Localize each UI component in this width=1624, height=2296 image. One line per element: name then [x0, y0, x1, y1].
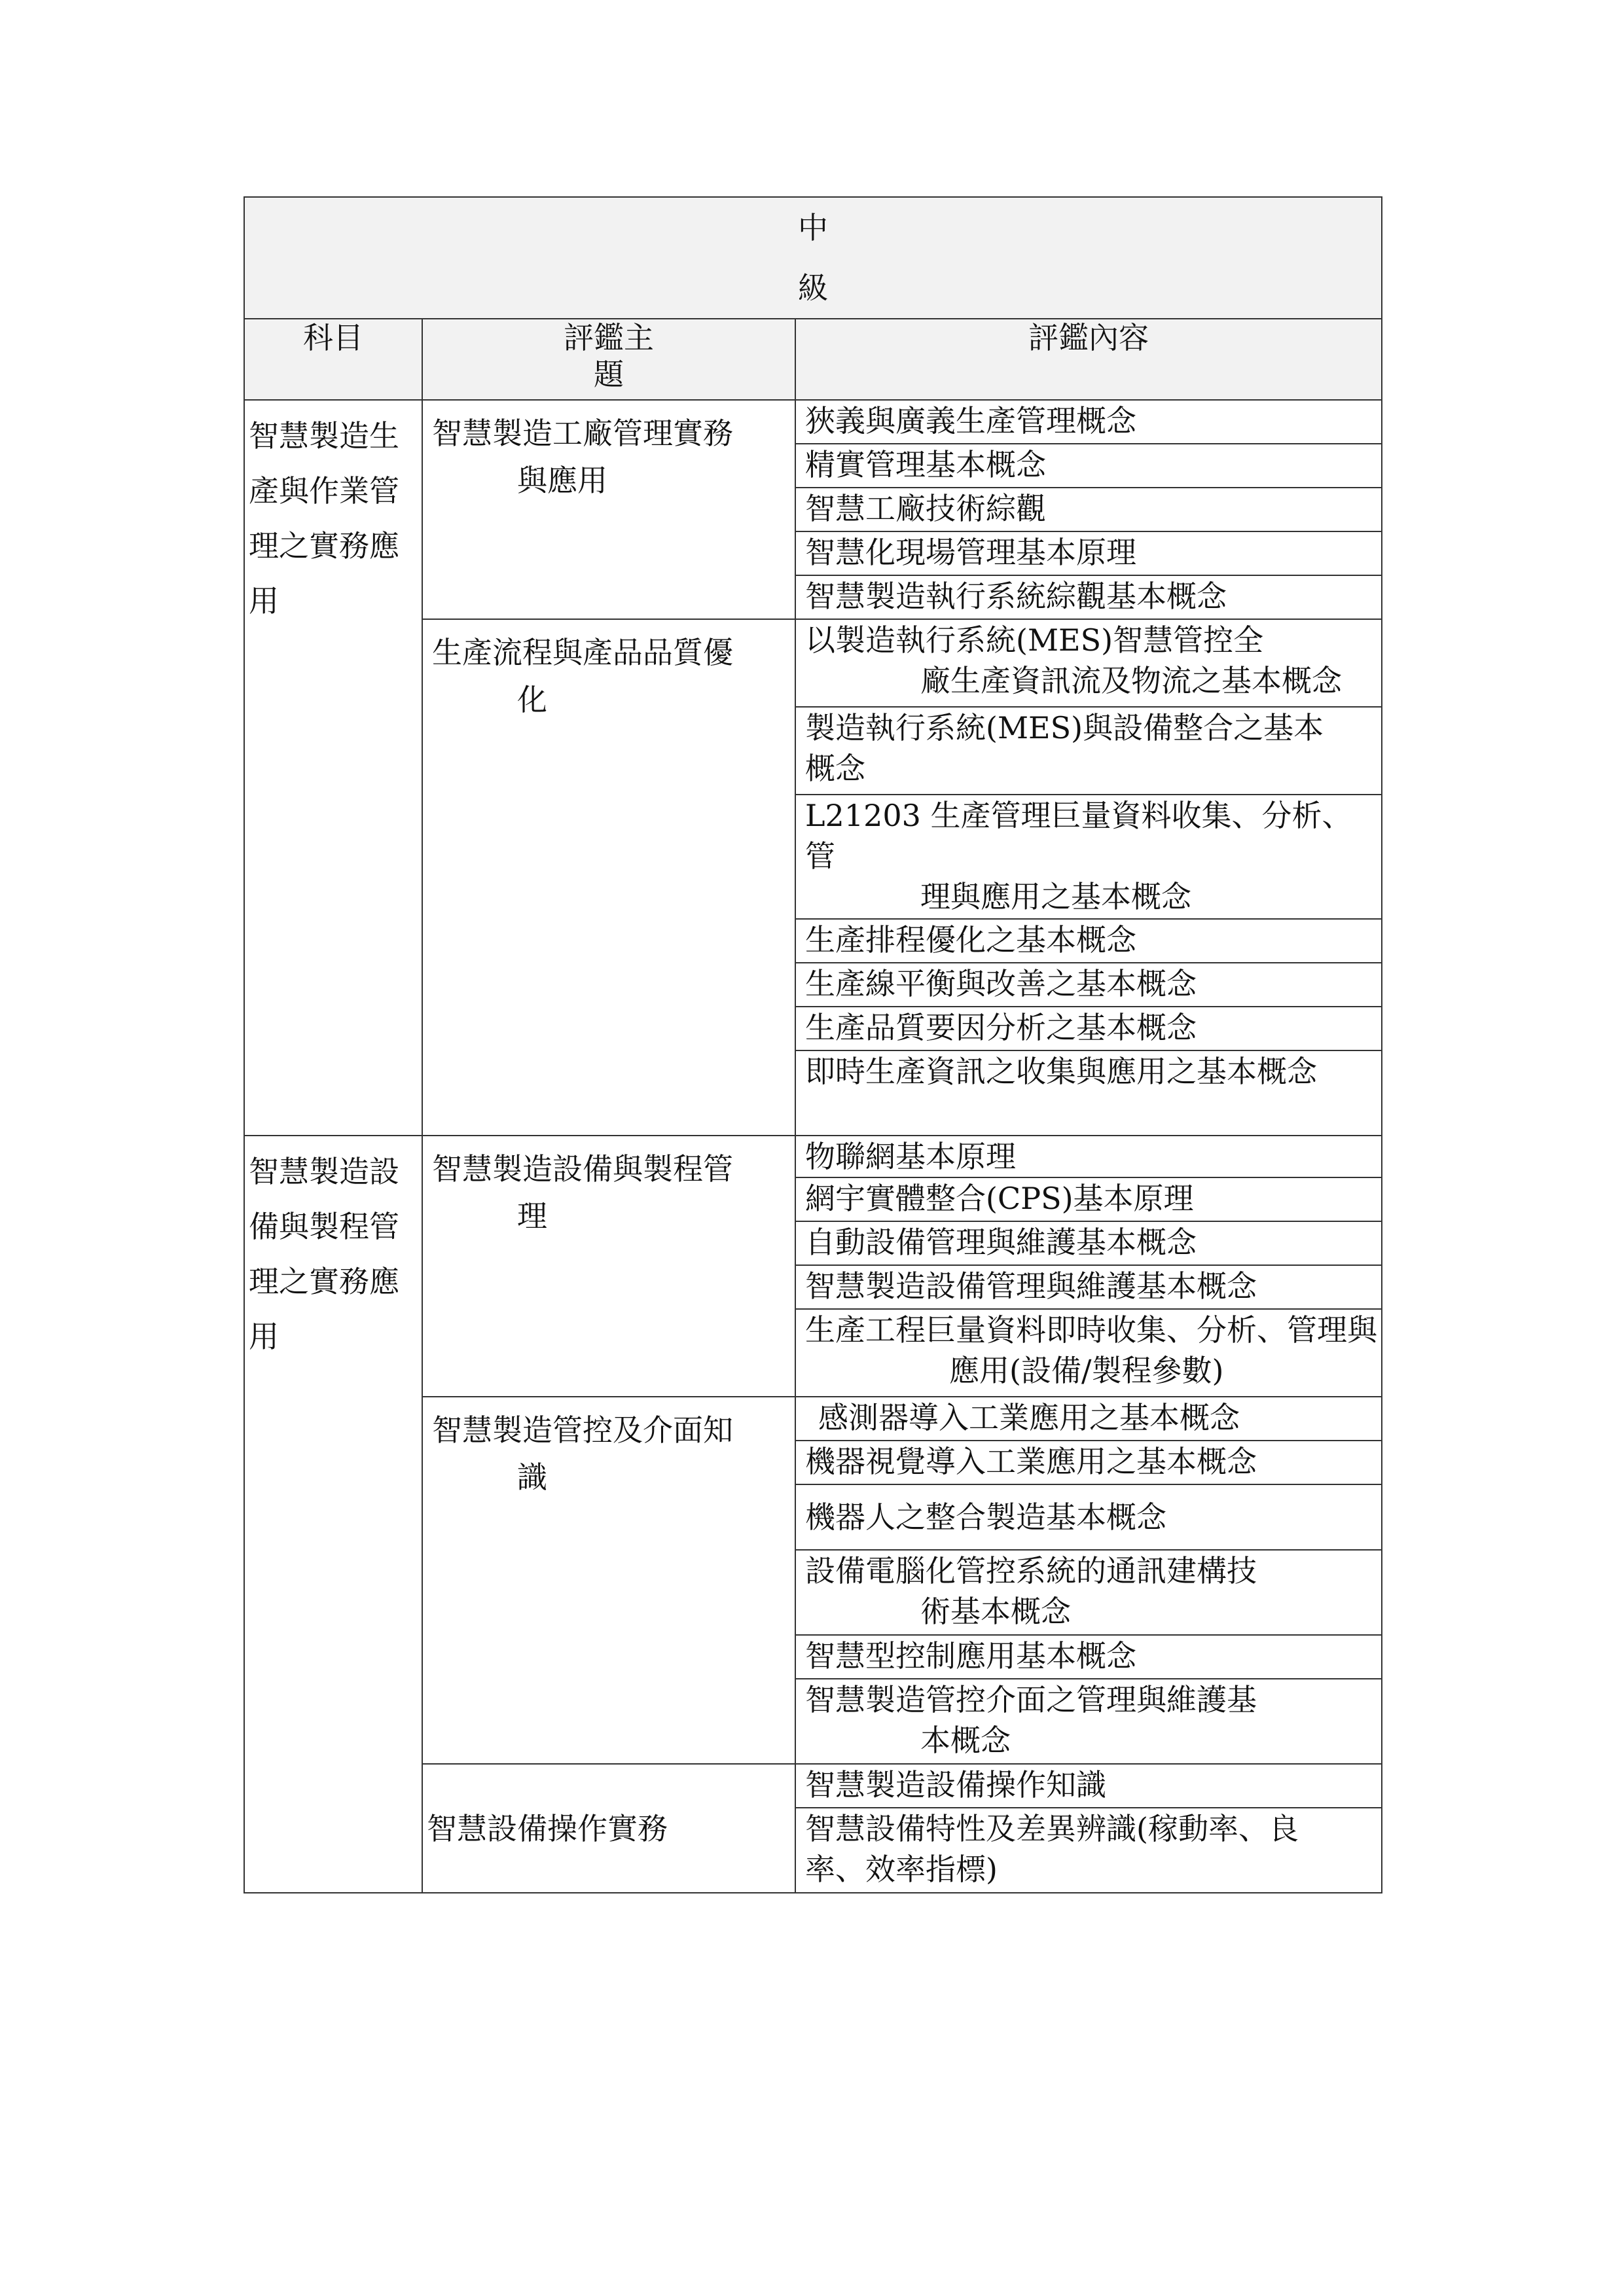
content-item: 即時生產資訊之收集與應用之基本概念 [795, 1050, 1382, 1136]
content-item: 精實管理基本概念 [795, 444, 1382, 488]
content-item: 製造執行系統(MES)與設備整合之基本 概念 [795, 707, 1382, 795]
content-item: 設備電腦化管控系統的通訊建構技 術基本概念 [795, 1550, 1382, 1635]
topic-cell: 生產流程與產品品質優 化 [422, 619, 795, 1136]
content-item: 機器人之整合製造基本概念 [795, 1484, 1382, 1550]
content-item: 智慧設備特性及差異辨識(稼動率、良 率、效率指標) [795, 1808, 1382, 1893]
level-char-1: 中 [798, 210, 828, 245]
level-header [244, 197, 1382, 319]
content-item: 感測器導入工業應用之基本概念 [795, 1397, 1382, 1441]
content-item: 以製造執行系統(MES)智慧管控全 廠生產資訊流及物流之基本概念 [795, 619, 1382, 707]
header-content: 評鑑內容 [795, 319, 1382, 400]
topic-cell: 智慧製造設備與製程管 理 [422, 1136, 795, 1397]
level-char-2: 級 [798, 270, 828, 306]
content-item: 物聯網基本原理 [795, 1136, 1382, 1177]
header-subject: 科目 [244, 319, 422, 400]
content-item: 智慧化現場管理基本原理 [795, 531, 1382, 575]
content-item: 生產線平衡與改善之基本概念 [795, 963, 1382, 1007]
content-item: 智慧型控制應用基本概念 [795, 1635, 1382, 1679]
subject-cell: 智慧製造生產與作業管理之實務應用 [244, 400, 422, 1136]
content-item: 自動設備管理與維護基本概念 [795, 1221, 1382, 1265]
content-item: 機器視覺導入工業應用之基本概念 [795, 1441, 1382, 1484]
topic-cell: 智慧製造工廠管理實務 與應用 [422, 400, 795, 619]
content-item: 網宇實體整合(CPS)基本原理 [795, 1177, 1382, 1221]
content-item: 狹義與廣義生產管理概念 [795, 400, 1382, 444]
topic-cell: 智慧設備操作實務 [422, 1764, 795, 1893]
content-item: L21203 生產管理巨量資料收集、分析、 管 理與應用之基本概念 [795, 795, 1382, 919]
content-item: 智慧製造管控介面之管理與維護基 本概念 [795, 1679, 1382, 1764]
content-item: 生產工程巨量資料即時收集、分析、管理與 應用(設備/製程參數) [795, 1309, 1382, 1397]
header-topic: 評鑑主 題 [422, 319, 795, 400]
content-item: 生產排程優化之基本概念 [795, 919, 1382, 963]
content-item: 智慧製造設備管理與維護基本概念 [795, 1265, 1382, 1309]
content-item: 智慧工廠技術綜觀 [795, 488, 1382, 531]
content-item: 生產品質要因分析之基本概念 [795, 1007, 1382, 1050]
content-item: 智慧製造執行系統綜觀基本概念 [795, 575, 1382, 619]
competency-table [244, 196, 1382, 1893]
topic-cell: 智慧製造管控及介面知 識 [422, 1397, 795, 1764]
subject-cell: 智慧製造設備與製程管理之實務應用 [244, 1136, 422, 1893]
content-item: 智慧製造設備操作知識 [795, 1764, 1382, 1808]
